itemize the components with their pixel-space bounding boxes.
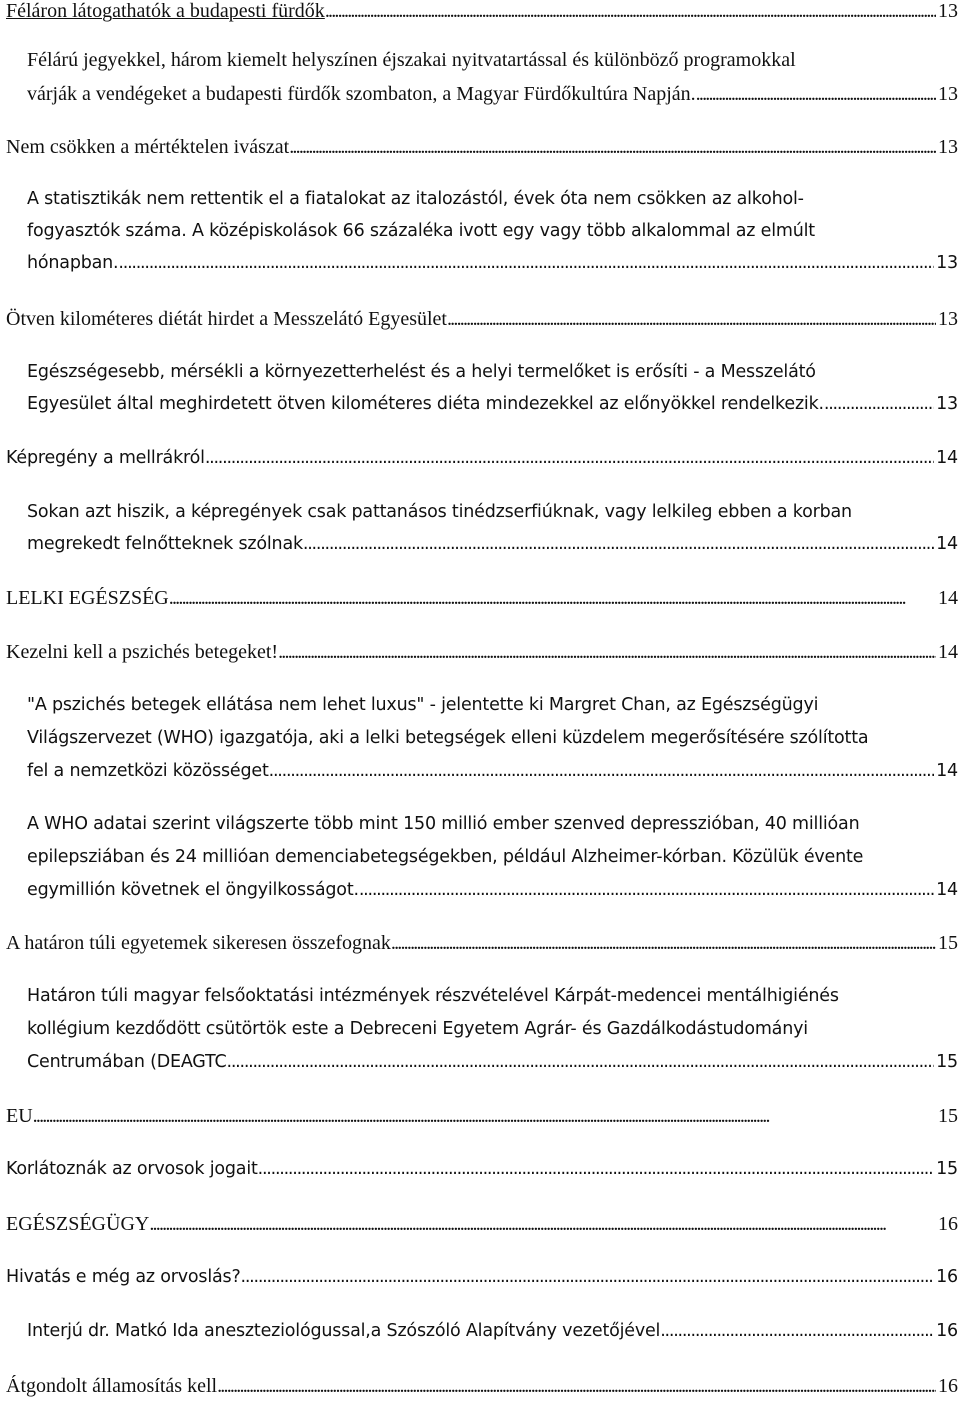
toc-entry-text-line: Világszervezet (WHO) igazgatója, aki a lelki betegségek elleni küzdelem megerősítésére szólította <box>27 728 869 748</box>
toc-entry-title[interactable]: EU <box>6 1105 33 1127</box>
toc-entry-title[interactable]: LELKI EGÉSZSÉG <box>6 587 169 609</box>
toc-page-number: 13 <box>938 0 958 22</box>
toc-entry-title[interactable]: Féláron látogathatók a budapesti fürdők <box>6 0 325 22</box>
toc-page-number: 15 <box>936 1052 958 1072</box>
toc-page-number: 15 <box>938 932 958 954</box>
dot-leader <box>447 308 936 331</box>
dot-leader <box>660 1321 934 1341</box>
toc-entry-title[interactable]: Ötven kilométeres diétát hirdet a Messzelátó Egyesület <box>6 308 447 330</box>
toc-leader-line <box>27 880 958 900</box>
dot-leader <box>269 761 934 781</box>
dot-leader <box>169 587 936 610</box>
toc-entry-text-line: Félárú jegyekkel, három kiemelt helyszínen éjszakai nyitvatartással és különböző programokkal <box>27 49 796 71</box>
toc-entry-title[interactable]: Átgondolt államosítás kell <box>6 1375 218 1397</box>
toc-page-number: 13 <box>938 308 958 330</box>
toc-leader-line <box>6 136 958 159</box>
toc-leader-line <box>27 761 958 781</box>
dot-leader <box>227 1052 935 1072</box>
toc-entry-title[interactable]: EGÉSZSÉGÜGY <box>6 1213 150 1235</box>
toc-leader-line <box>6 448 958 468</box>
toc-leader-line <box>6 1375 958 1398</box>
dot-leader <box>217 1375 936 1398</box>
toc-page-number: 16 <box>938 1375 958 1397</box>
toc-entry-text-line: Határon túli magyar felsőoktatási intézmények részvételével Kárpát-medencei mentálhigiénés <box>27 986 839 1006</box>
toc-entry-title[interactable]: Nem csökken a mértéktelen ivászat <box>6 136 290 158</box>
toc-leader-line <box>27 253 958 273</box>
toc-page-number: 14 <box>936 534 958 554</box>
toc-entry-title[interactable]: várják a vendégeket a budapesti fürdők szombaton, a Magyar Fürdőkultúra Napján. <box>27 83 696 105</box>
toc-entry-title[interactable]: Kezelni kell a pszichés betegeket! <box>6 641 279 663</box>
toc-entry-title[interactable]: Korlátoznák az orvosok jogait <box>6 1159 258 1179</box>
toc-leader-line <box>6 308 958 331</box>
toc-entry-text-line: Sokan azt hiszik, a képregények csak pattanásos tinédzserfiúknak, vagy lelkileg ebben a korban <box>27 502 852 522</box>
toc-leader-line <box>27 394 958 414</box>
toc-leader-line <box>6 932 958 955</box>
dot-leader <box>33 1105 936 1128</box>
toc-leader-line <box>6 1213 958 1236</box>
toc-entry-title[interactable]: Interjú dr. Matkó Ida aneszteziológussal,a Szószóló Alapítvány vezetőjével <box>27 1321 661 1341</box>
toc-page-number: 14 <box>936 448 958 468</box>
dot-leader <box>241 1267 935 1287</box>
toc-page-number: 13 <box>936 394 958 414</box>
toc-leader-line <box>6 1159 958 1179</box>
toc-entry-text-line: A statisztikák nem rettentik el a fiatalokat az italozástól, évek óta nem csökken az alkohol- <box>27 189 804 209</box>
toc-page-number: 13 <box>936 253 958 273</box>
toc-leader-line <box>6 1105 958 1128</box>
dot-leader <box>118 253 934 273</box>
toc-leader-line <box>27 1052 958 1072</box>
toc-entry-title[interactable]: Hivatás e még az orvoslás? <box>6 1267 241 1287</box>
dot-leader <box>391 932 936 955</box>
toc-entry-text-line: A WHO adatai szerint világszerte több mint 150 millió ember szenved depresszióban, 40 millióan <box>27 814 860 834</box>
dot-leader <box>359 880 934 900</box>
toc-page-number: 16 <box>936 1267 958 1287</box>
toc-entry-title[interactable]: Képregény a mellrákról <box>6 448 205 468</box>
toc-entry-text-line: fogyasztók száma. A középiskolások 66 százaléka ivott egy vagy több alkalommal az elmúlt <box>27 221 815 241</box>
toc-page-number: 13 <box>938 136 958 158</box>
dot-leader <box>149 1213 936 1236</box>
dot-leader <box>824 394 934 414</box>
toc-leader-line <box>6 641 958 664</box>
toc-entry-title[interactable]: Centrumában (DEAGTC <box>27 1052 227 1072</box>
toc-page-number: 14 <box>936 761 958 781</box>
dot-leader <box>258 1159 934 1179</box>
toc-leader-line <box>27 1321 958 1341</box>
toc-entry-text-line: Egészségesebb, mérsékli a környezetterhelést és a helyi termelőket is erősíti - a Messzelátó <box>27 362 816 382</box>
toc-entry-title[interactable]: megrekedt felnőtteknek szólnak <box>27 534 303 554</box>
toc-leader-line <box>6 587 958 610</box>
dot-leader <box>205 448 934 468</box>
toc-entry-title[interactable]: fel a nemzetközi közösséget <box>27 761 269 781</box>
toc-page-number: 14 <box>936 880 958 900</box>
toc-page-number: 14 <box>938 641 958 663</box>
toc-page-number: 14 <box>938 587 958 609</box>
toc-leader-line <box>6 1267 958 1287</box>
toc-leader-line <box>27 83 958 106</box>
toc-entry-title[interactable]: A határon túli egyetemek sikeresen összefognak <box>6 932 391 954</box>
dot-leader <box>696 83 936 106</box>
toc-page-number: 15 <box>936 1159 958 1179</box>
dot-leader <box>289 136 936 159</box>
toc-page-number: 16 <box>936 1321 958 1341</box>
toc-entry-title[interactable]: Egyesület által meghirdetett ötven kilométeres diéta mindezekkel az előnyökkel rendelkezik. <box>27 394 824 414</box>
dot-leader <box>303 534 934 554</box>
toc-entry-text-line: epilepsziában és 24 millióan demenciabetegségekben, például Alzheimer-kórban. Közülük évente <box>27 847 864 867</box>
toc-entry-text-line: kollégium kezdődött csütörtök este a Debreceni Egyetem Agrár- és Gazdálkodástudományi <box>27 1019 808 1039</box>
toc-leader-line <box>6 0 958 26</box>
toc-leader-line <box>27 534 958 554</box>
dot-leader <box>325 0 936 23</box>
toc-entry-title[interactable]: hónapban. <box>27 253 119 273</box>
toc-entry-title[interactable]: egymillión követnek el öngyilkosságot. <box>27 880 359 900</box>
toc-page-number: 15 <box>938 1105 958 1127</box>
dot-leader <box>278 641 936 664</box>
toc-page-number: 16 <box>938 1213 958 1235</box>
toc-entry-text-line: "A pszichés betegek ellátása nem lehet luxus" - jelentette ki Margret Chan, az Egészségügyi <box>27 695 819 715</box>
toc-page-number: 13 <box>938 83 958 105</box>
